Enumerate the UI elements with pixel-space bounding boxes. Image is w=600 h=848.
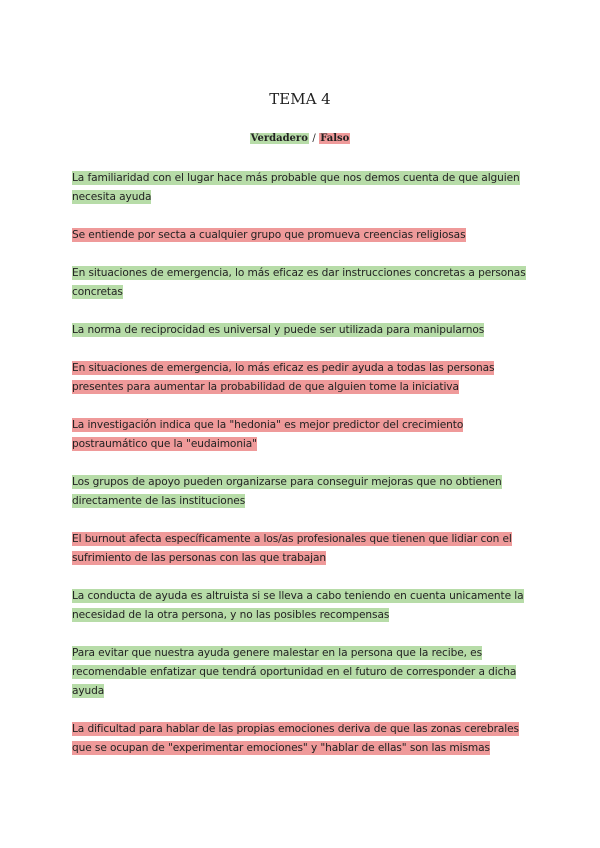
- statement-item: [72, 416, 532, 454]
- page-title: TEMA 4: [269, 90, 331, 108]
- statement-text: La dificultad para hablar de las propias emociones deriva de que las zonas cerebrales que se ocupan de "experimentar emociones" y "hablar de ellas" son las mismas: [72, 723, 519, 754]
- statement-text: La conducta de ayuda es altruista si se lleva a cabo teniendo en cuenta unicamente la necesidad de la otra persona, y no las posibles recompensas: [72, 590, 524, 621]
- statement-text: En situaciones de emergencia, lo más eficaz es pedir ayuda a todas las personas presentes para aumentar la probabilidad de que alguien tome la iniciativa: [72, 362, 495, 393]
- statement-item: [72, 644, 532, 701]
- statement-text: Para evitar que nuestra ayuda genere malestar en la persona que la recibe, es recomendable enfatizar que tendrá oportunidad en el futuro de corresponder a dicha ayuda: [72, 647, 517, 697]
- statement-item: [72, 720, 532, 758]
- legend-separator: /: [312, 133, 316, 144]
- statement-list: [72, 169, 532, 777]
- statement-text: Los grupos de apoyo pueden organizarse para conseguir mejoras que no obtienen directamente de las instituciones: [72, 476, 502, 507]
- statement-text: En situaciones de emergencia, lo más eficaz es dar instrucciones concretas a personas concretas: [72, 267, 526, 298]
- statement-text: La norma de reciprocidad es universal y puede ser utilizada para manipularnos: [72, 324, 485, 336]
- statement-item: [72, 321, 532, 340]
- statement-item: [72, 530, 532, 568]
- legend-true-label: Verdadero: [250, 133, 308, 144]
- answer-legend: [0, 133, 600, 144]
- statement-text: La familiaridad con el lugar hace más probable que nos demos cuenta de que alguien necesita ayuda: [72, 172, 520, 203]
- statement-item: [72, 587, 532, 625]
- statement-item: [72, 473, 532, 511]
- legend-false-label: Falso: [320, 133, 350, 144]
- statement-item: [72, 226, 532, 245]
- statement-item: [72, 264, 532, 302]
- statement-text: El burnout afecta específicamente a los/as profesionales que tienen que lidiar con el sufrimiento de las personas con las que trabajan: [72, 533, 512, 564]
- statement-item: [72, 169, 532, 207]
- statement-text: La investigación indica que la "hedonia" es mejor predictor del crecimiento postraumático que la "eudaimonia": [72, 419, 464, 450]
- statement-item: [72, 359, 532, 397]
- statement-text: Se entiende por secta a cualquier grupo que promueva creencias religiosas: [72, 229, 466, 241]
